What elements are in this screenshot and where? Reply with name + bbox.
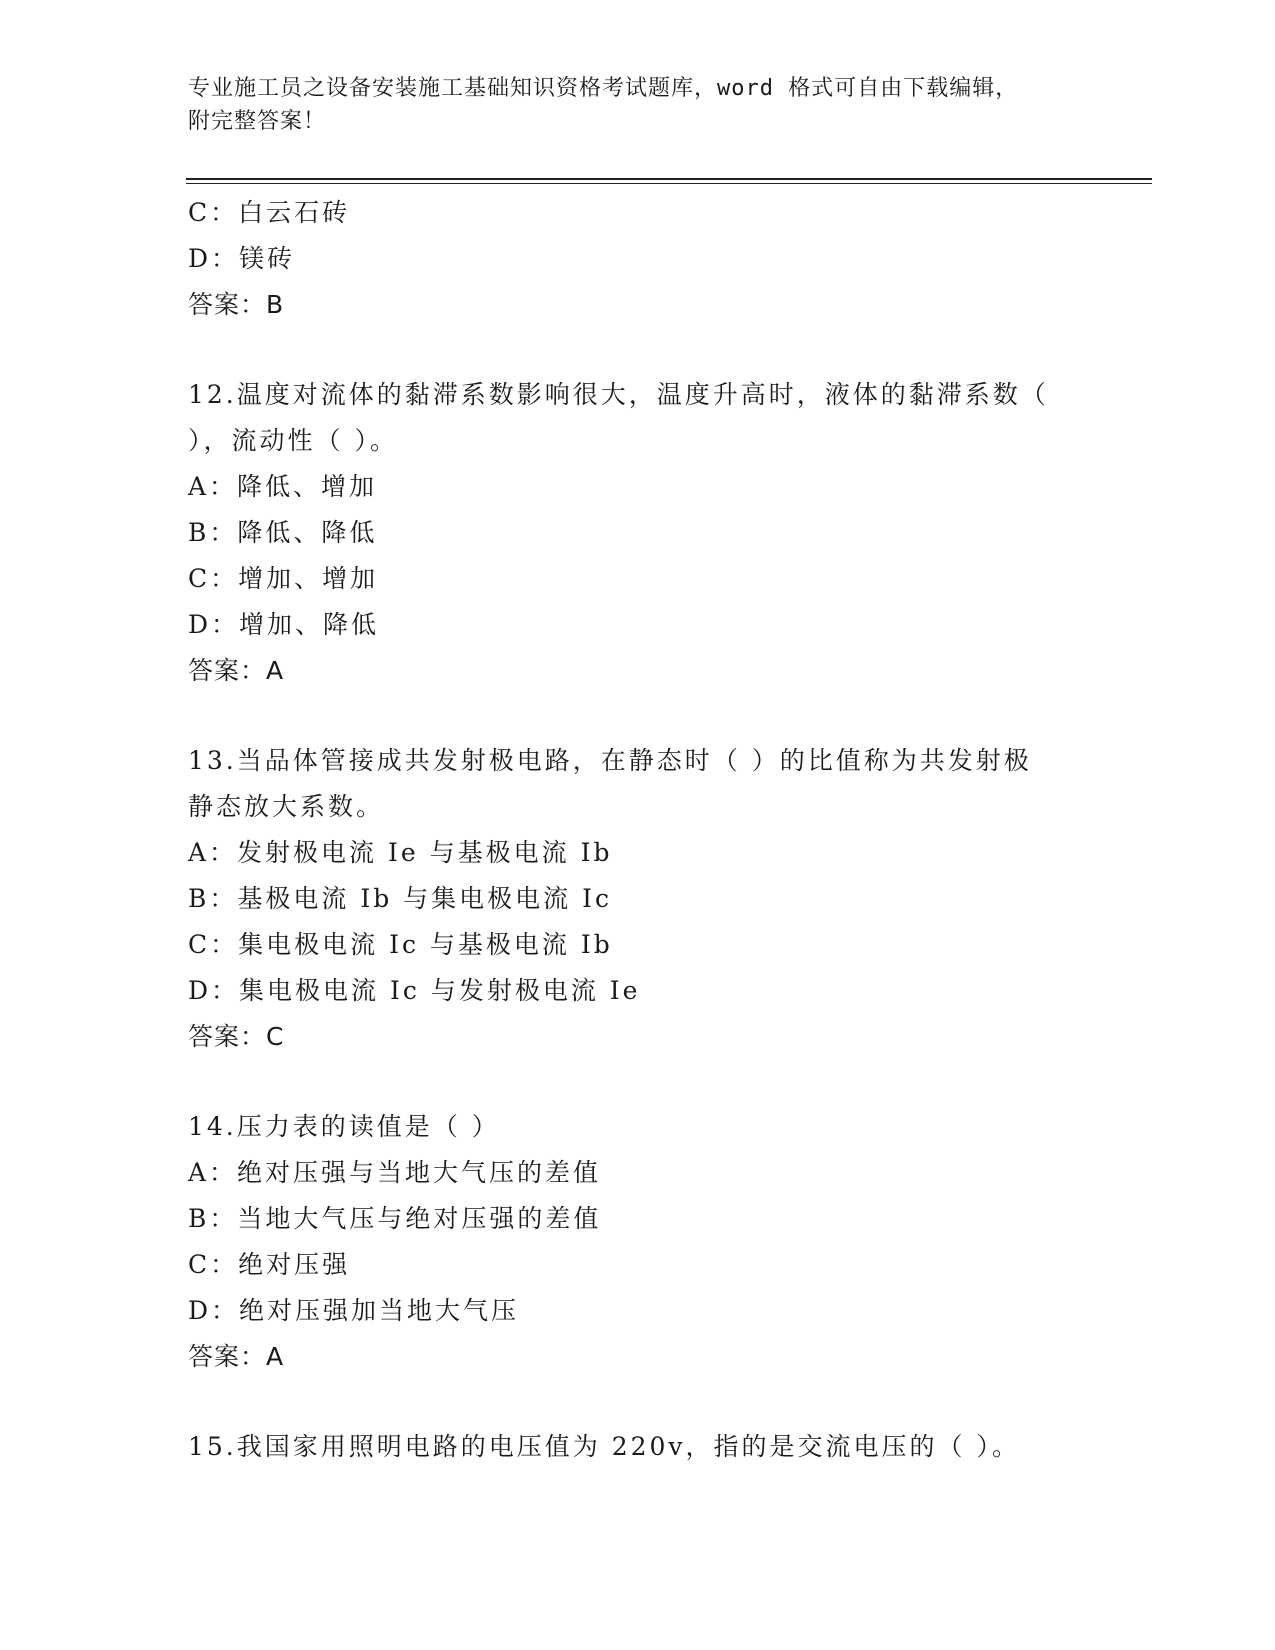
question-stem-line-1: 12.温度对流体的黏滞系数影响很大，温度升高时，液体的黏滞系数（ [188,380,1049,409]
question-stem-line-1: 13.当品体管接成共发射极电路，在静态时（ ）的比值称为共发射极 [188,746,1032,775]
question-12 [188,372,1088,694]
option-d: D：集电极电流 Ic 与发射极电流 Ie [188,976,641,1005]
question-stem-line-2: 静态放大系数。 [188,792,385,821]
question-list [188,190,1088,1470]
question-11 [188,190,1088,328]
question-stem-line-2: ），流动性（ ）。 [188,426,398,455]
document-header [188,72,1088,138]
question-stem-line-1: 14.压力表的读值是（ ） [188,1112,500,1141]
option-a: A：降低、增加 [188,472,378,501]
header-divider-thin [186,183,1152,184]
question-stem-line-1: 15.我国家用照明电路的电压值为 220v，指的是交流电压的（ ）。 [188,1432,1020,1461]
answer: 答案：C [188,1022,285,1051]
header-line-1: 专业施工员之设备安装施工基础知识资格考试题库，word 格式可自由下载编辑， [188,76,1019,101]
option-c: C：白云石砖 [188,198,351,227]
question-14 [188,1104,1088,1380]
option-d: D：绝对压强加当地大气压 [188,1296,520,1325]
question-15 [188,1424,1088,1470]
option-d: D：增加、降低 [188,610,380,639]
header-line-2: 附完整答案！ [188,109,327,134]
option-b: B：基极电流 Ib 与集电极电流 Ic [188,884,612,913]
option-b: B：降低、降低 [188,518,378,547]
option-c: C：绝对压强 [188,1250,351,1279]
option-c: C：集电极电流 Ic 与基极电流 Ib [188,930,613,959]
question-13 [188,738,1088,1060]
option-b: B：当地大气压与绝对压强的差值 [188,1204,602,1233]
header-divider-thick [186,178,1152,180]
answer: 答案：A [188,1342,285,1371]
answer: 答案：B [188,290,285,319]
option-c: C：增加、增加 [188,564,379,593]
option-a: A：绝对压强与当地大气压的差值 [188,1158,602,1187]
answer: 答案：A [188,656,285,685]
option-a: A：发射极电流 Ie 与基极电流 Ib [188,838,613,867]
option-d: D：镁砖 [188,244,296,273]
